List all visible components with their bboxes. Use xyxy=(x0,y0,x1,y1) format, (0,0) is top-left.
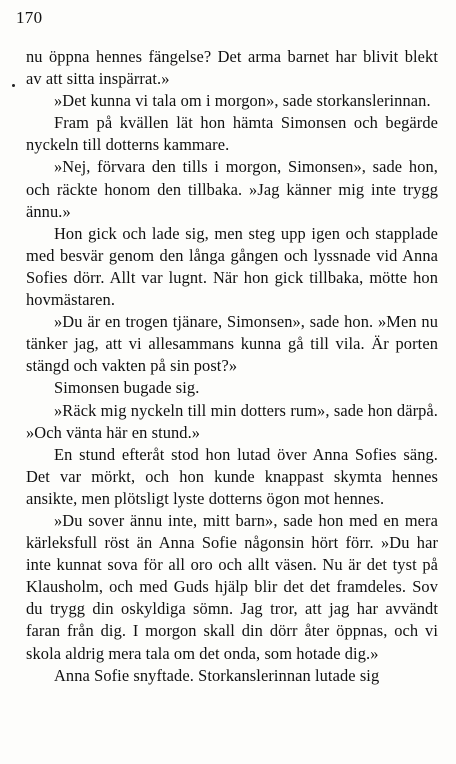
paragraph: En stund efteråt stod hon lutad över Anna Sofies säng. Det var mörkt, och hon kunde knappast skymta hennes ansikte, men plötsligt lyste dotterns ögon mot hennes. xyxy=(26,444,438,508)
paragraph: Simonsen bugade sig. xyxy=(54,378,200,398)
paragraph: Hon gick och lade sig, men steg upp igen och stapplade med besvär genom den långa gången och lyssnade vid Anna Sofies dörr. Allt var lugnt. När hon gick tillbaka, mötte hon hovmästaren. xyxy=(26,223,438,310)
paragraph: »Nej, förvara den tills i morgon, Simonsen», sade hon, och räckte honom den tillbaka. »Jag känner mig inte trygg ännu.» xyxy=(26,157,438,221)
page-number: 170 xyxy=(16,8,43,27)
paragraph: Fram på kvällen lät hon hämta Simonsen och begärde nyckeln till dotterns kammare. xyxy=(26,113,438,155)
paragraph: »Du sover ännu inte, mitt barn», sade hon med en mera kärleksfull röst än Anna Sofie någonsin hört förr. »Du har inte kunnat sova för all oro och allt väsen. Nu är det tyst på Klausholm, och med Guds hjälp blir det det framdeles. Sov du trygg din oskyldiga sömn. Jag tror, att jag har avvändt faran från dig. I morgon skall din dörr åter öppnas, och vi skola aldrig mera tala om det onda, som hotade dig.» xyxy=(26,510,438,663)
print-speck xyxy=(12,84,15,87)
body-text xyxy=(26,46,438,687)
paragraph: »Räck mig nyckeln till min dotters rum», sade hon därpå. »Och vänta här en stund.» xyxy=(26,400,438,442)
paragraph: nu öppna hennes fängelse? Det arma barnet har blivit blekt av att sitta inspärrat.» xyxy=(26,47,438,89)
paragraph: Anna Sofie snyftade. Storkanslerinnan lutade sig xyxy=(54,665,380,685)
paragraph: »Det kunna vi tala om i morgon», sade storkanslerinnan. xyxy=(54,91,431,111)
paragraph: »Du är en trogen tjänare, Simonsen», sade hon. »Men nu tänker jag, att vi allesammans kunna gå till vila. Är porten stängd och vakten på sin post?» xyxy=(26,312,438,376)
